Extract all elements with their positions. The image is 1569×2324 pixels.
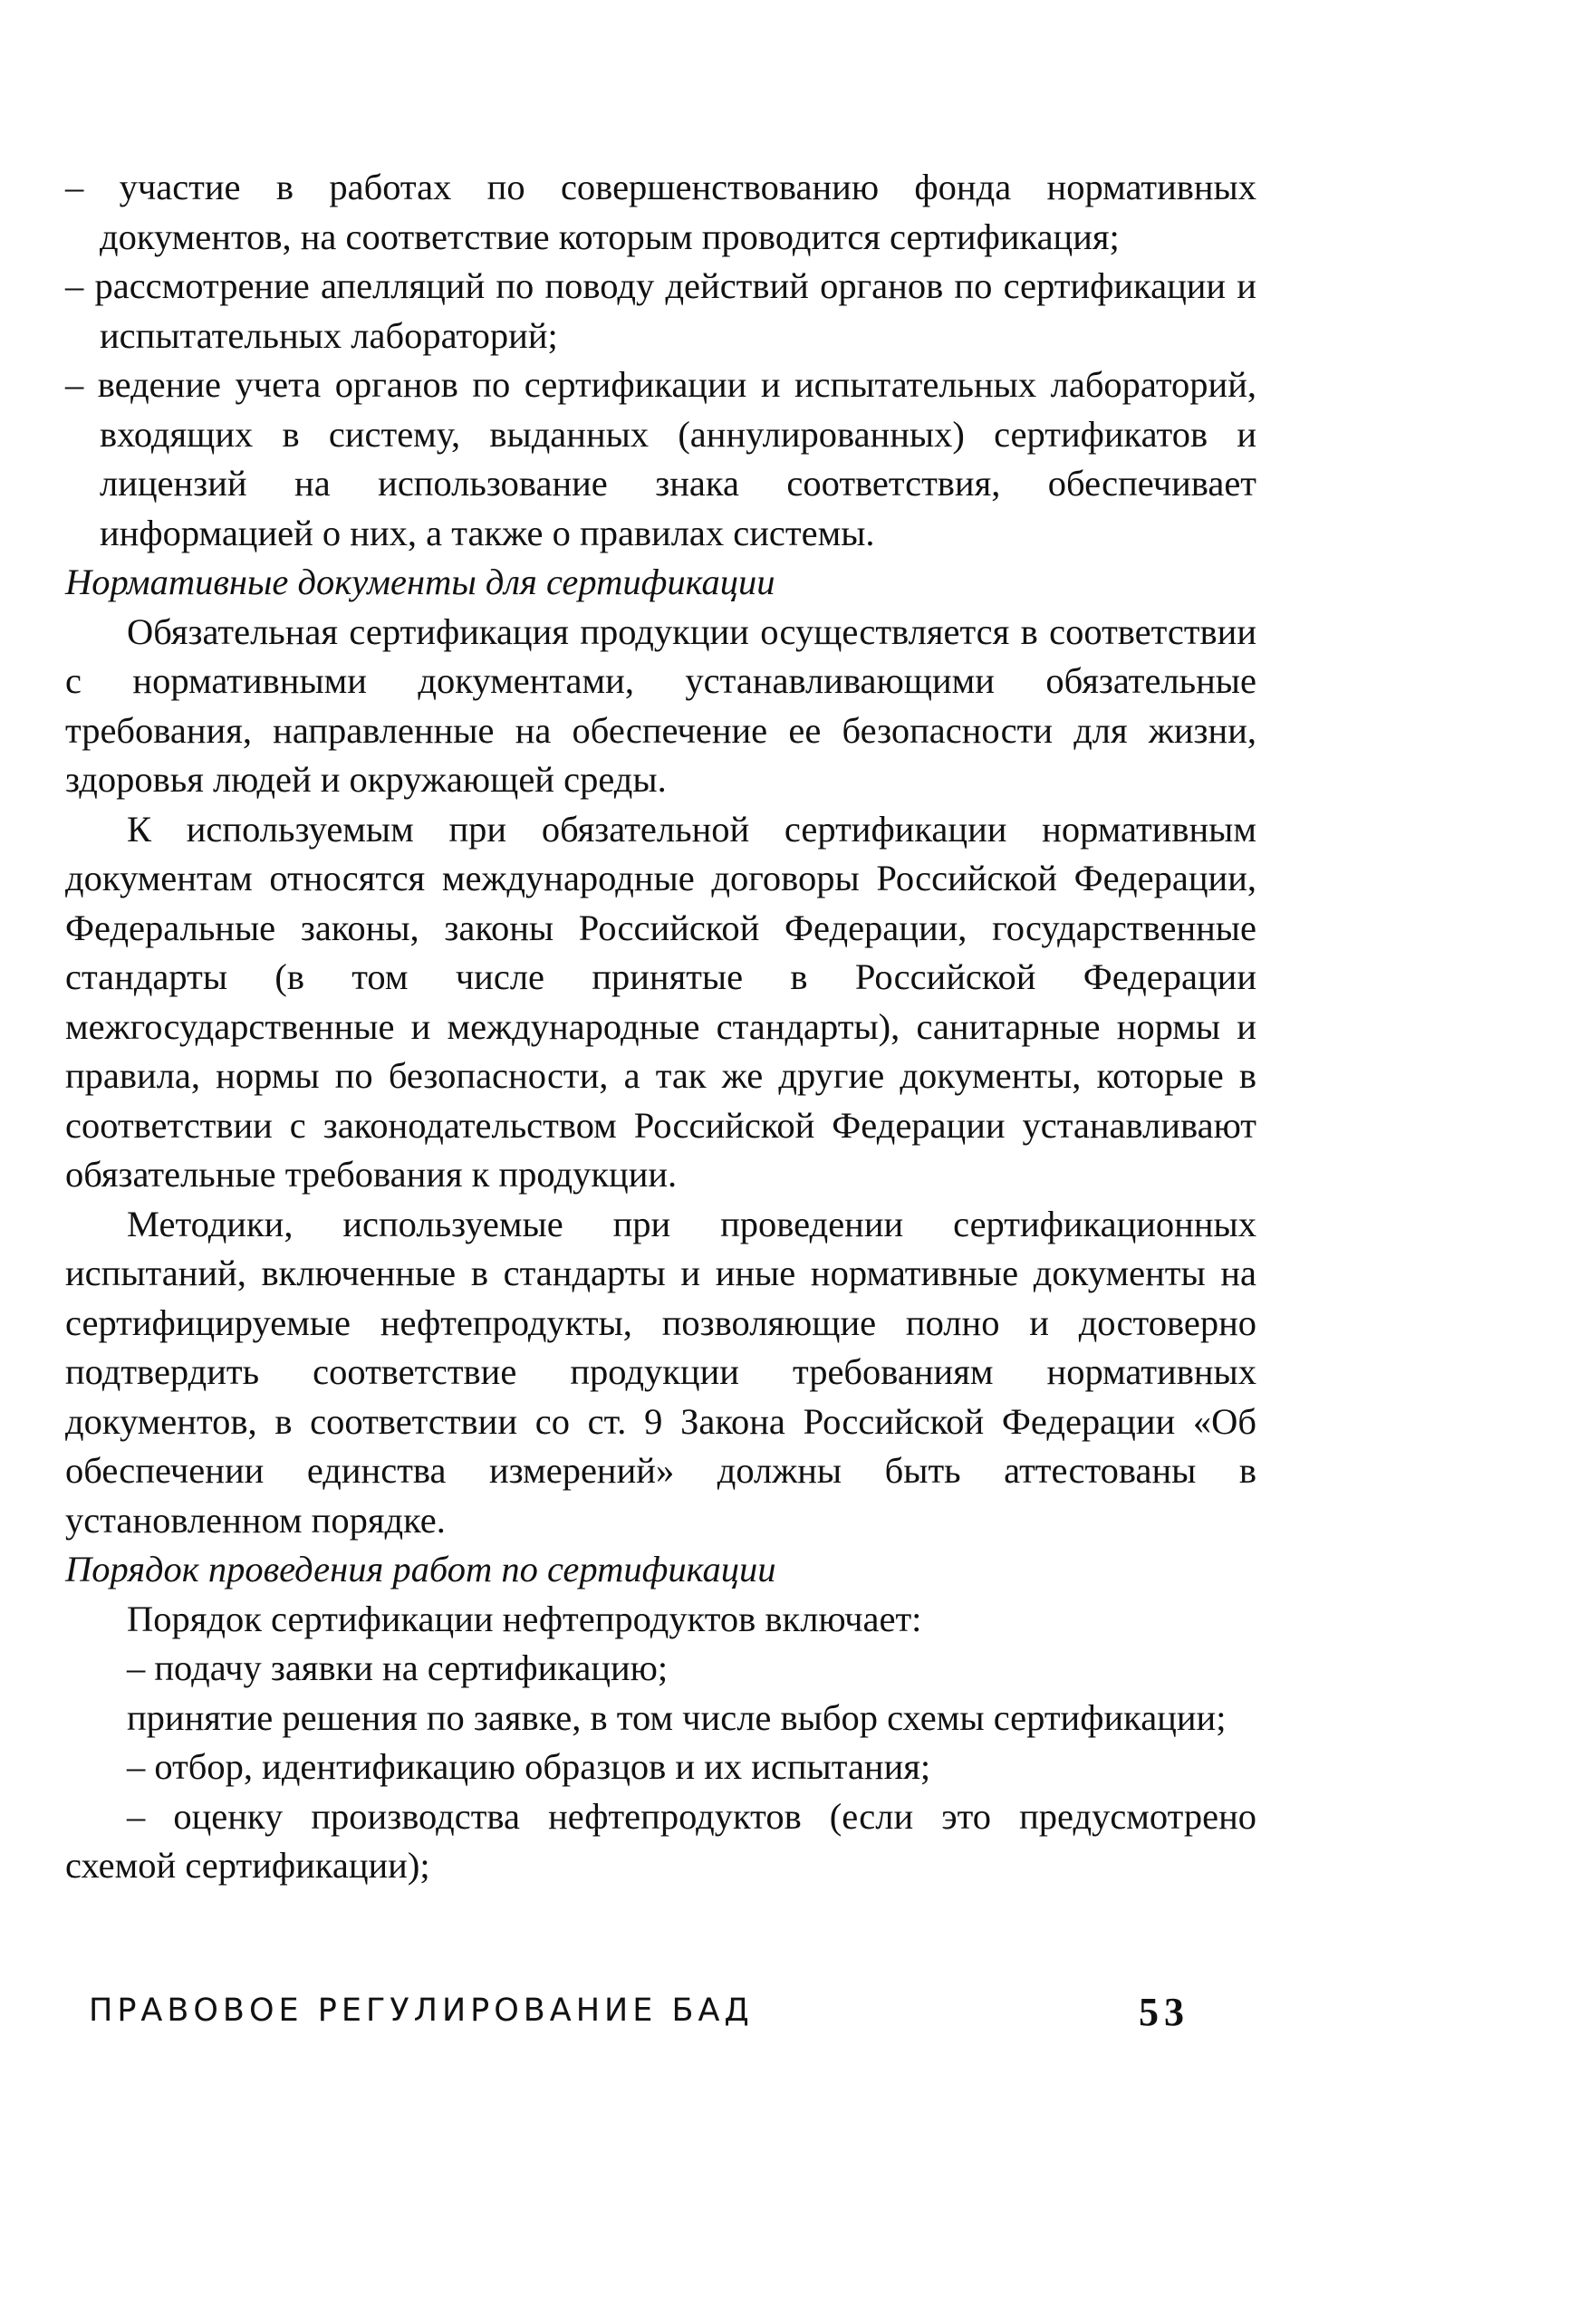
list-item: – оценку производства нефтепродуктов (если это предусмотрено схемой сертификации); <box>65 1795 1256 1886</box>
list-item: – участие в работах по совершенствованию фонда нормативных документов, на соответствие которым проводится сертификация; <box>65 167 1256 257</box>
list-item: – рассмотрение апелляций по поводу действий органов по сертификации и испытательных лабораторий; <box>65 265 1256 356</box>
page-footer <box>89 1990 1189 2047</box>
paragraph: Порядок сертификации нефтепродуктов включает: <box>127 1598 922 1639</box>
list-item: – отбор, идентификацию образцов и их испытания; <box>127 1746 931 1787</box>
list-item: принятие решения по заявке, в том числе выбор схемы сертификации; <box>127 1696 1227 1738</box>
list-item: – подачу заявки на сертификацию; <box>127 1647 669 1688</box>
section-heading: Порядок проведения работ по сертификации <box>65 1549 776 1589</box>
paragraph: Обязательная сертификация продукции осуществляется в соответствии с нормативными документами, устанавливающими обязательные требования, направленные на обеспечение ее безопасности для жизни, здоровья людей и окружающей среды. <box>65 610 1256 800</box>
list-item: – ведение учета органов по сертификации и испытательных лабораторий, входящих в систему, выданных (аннулированных) сертификатов и лицензий на использование знака соответствия, обеспечивает информацией о них, а также о правилах системы. <box>65 364 1256 553</box>
page-body <box>65 163 1256 1891</box>
running-title: ПРАВОВОЕ РЕГУЛИРОВАНИЕ БАД <box>89 1993 754 2029</box>
page-number: 53 <box>1139 1990 1189 2034</box>
section-heading: Нормативные документы для сертификации <box>65 562 775 602</box>
paragraph: К используемым при обязательной сертификации нормативным документам относятся международные договоры Российской Федерации, Федеральные законы, законы Российской Федерации, государственные стандарты (в том числе принятые в Российской Федерации межгосударственные и международные стандарты), санитарные нормы и правила, нормы по безопасности, а так же другие документы, которые в соответствии с законодательством Российской Федерации устанавливают обязательные требования к продукции. <box>65 808 1256 1195</box>
paragraph: Методики, используемые при проведении сертификационных испытаний, включенные в стандарты и иные нормативные документы на сертифицируемые нефтепродукты, позволяющие полно и достоверно подтвердить соответствие продукции требованиям нормативных документов, в соответствии со ст. 9 Закона Российской Федерации «Об обеспечении единства измерений» должны быть аттестованы в установленном порядке. <box>65 1203 1256 1541</box>
